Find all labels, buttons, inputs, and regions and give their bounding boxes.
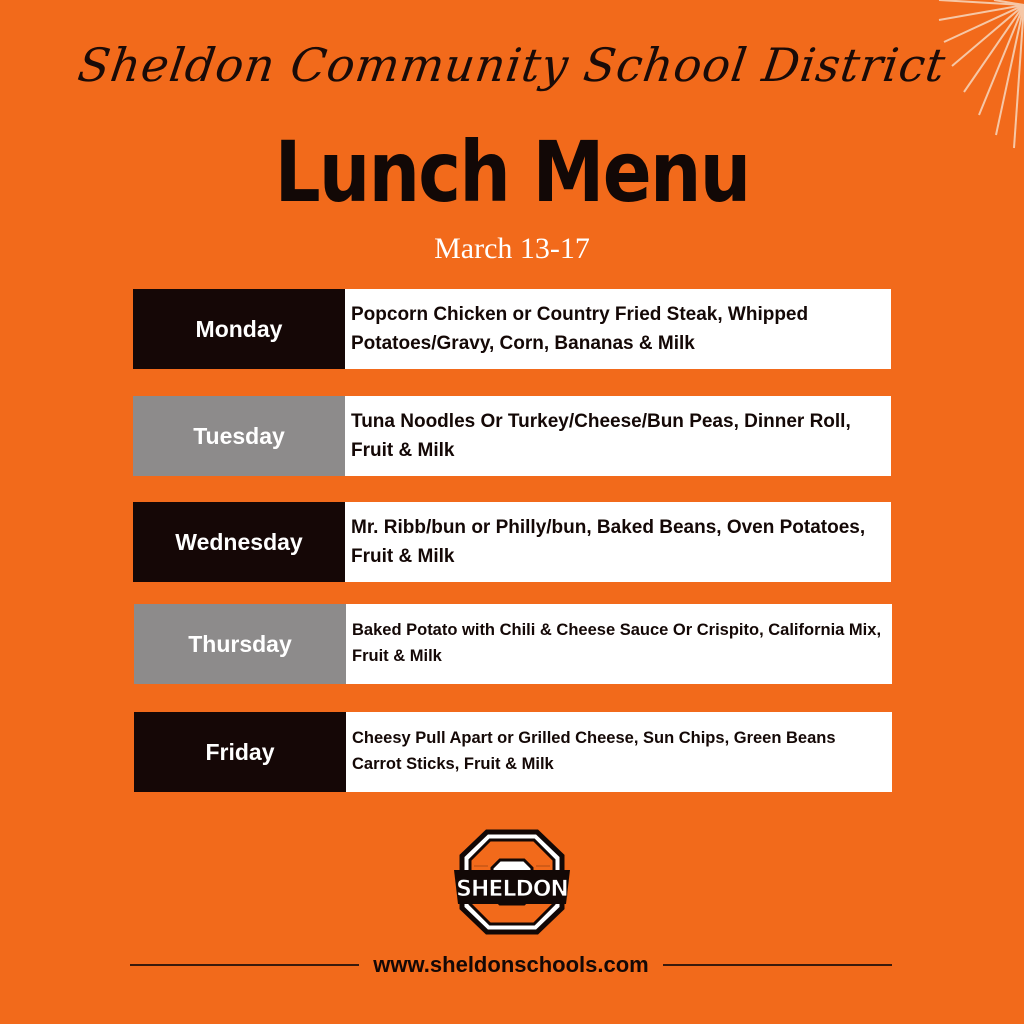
day-label: Thursday xyxy=(134,604,346,684)
divider-left xyxy=(130,964,359,966)
district-name: Sheldon Community School District xyxy=(74,38,950,92)
day-label: Tuesday xyxy=(133,396,345,476)
logo-text: SHELDON xyxy=(456,877,568,902)
menu-items: Mr. Ribb/bun or Philly/bun, Baked Beans, Oven Potatoes, Fruit & Milk xyxy=(345,502,891,582)
menu-row-thursday xyxy=(134,604,892,684)
menu-row-wednesday xyxy=(133,502,891,582)
divider-right xyxy=(663,964,892,966)
menu-row-tuesday xyxy=(133,396,891,476)
day-label: Wednesday xyxy=(133,502,345,582)
website-link[interactable]: www.sheldonschools.com xyxy=(373,952,649,977)
menu-row-monday xyxy=(133,289,891,369)
menu-items: Tuna Noodles Or Turkey/Cheese/Bun Peas, Dinner Roll, Fruit & Milk xyxy=(345,396,891,476)
page-title: Lunch Menu xyxy=(274,123,750,221)
menu-items: Baked Potato with Chili & Cheese Sauce Or Crispito, California Mix, Fruit & Milk xyxy=(346,604,892,684)
menu-row-friday xyxy=(134,712,892,792)
footer xyxy=(130,952,892,978)
menu-items: Popcorn Chicken or Country Fried Steak, Whipped Potatoes/Gravy, Corn, Bananas & Milk xyxy=(345,289,891,369)
sheldon-logo xyxy=(452,826,572,938)
day-label: Friday xyxy=(134,712,346,792)
menu-items: Cheesy Pull Apart or Grilled Cheese, Sun Chips, Green Beans Carrot Sticks, Fruit & Milk xyxy=(346,712,892,792)
menu-date: March 13-17 xyxy=(434,232,590,265)
day-label: Monday xyxy=(133,289,345,369)
